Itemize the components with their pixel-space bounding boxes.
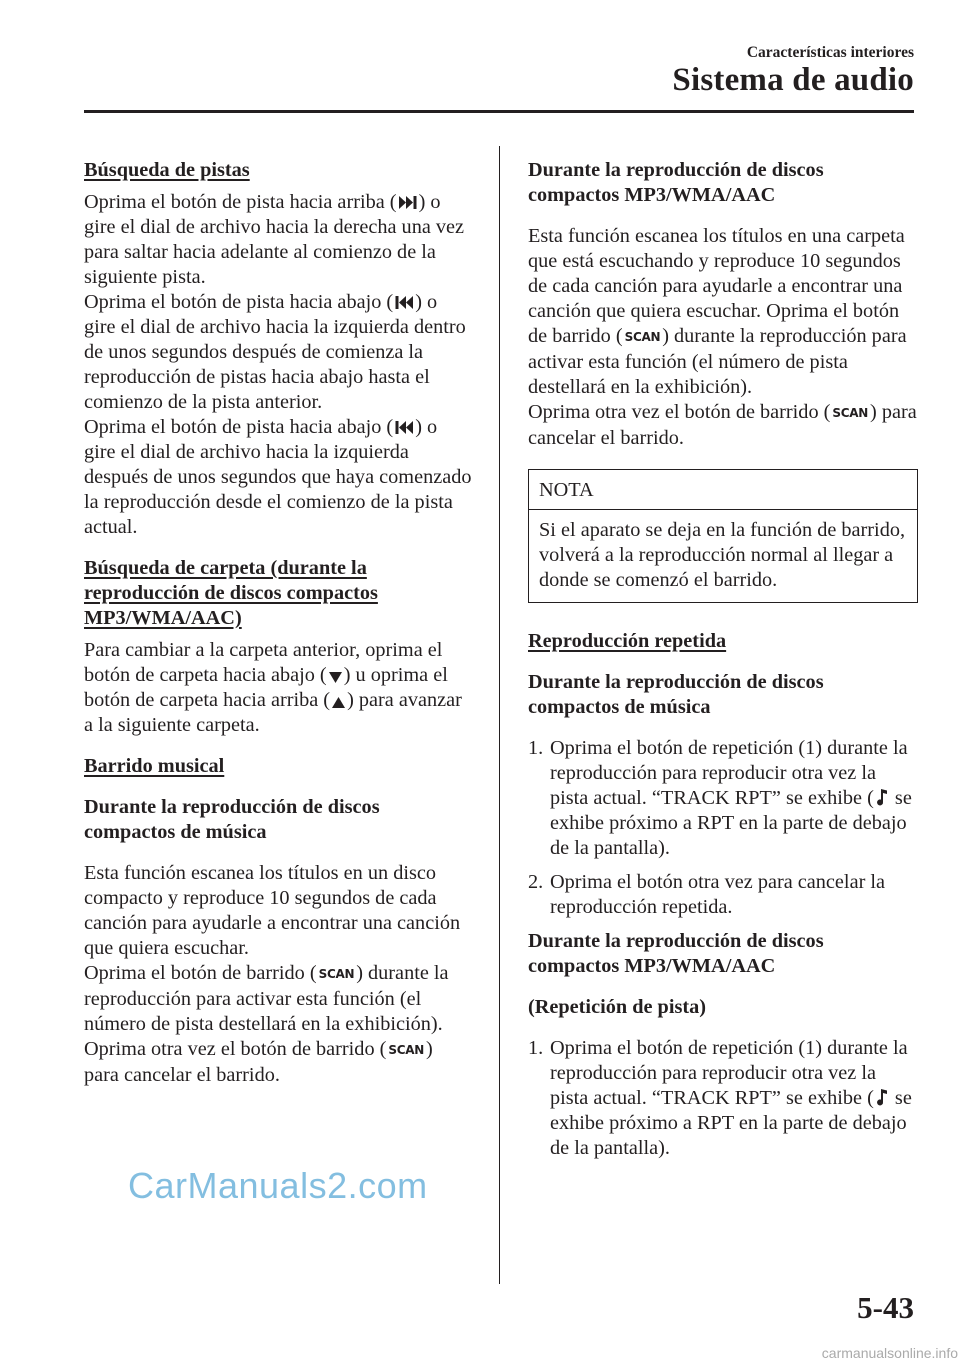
list-item — [528, 736, 918, 861]
scan-icon: SCAN — [318, 967, 355, 981]
text: Oprima el botón de barrido ( — [84, 962, 317, 984]
text: ) o gire el dial de archivo hacia la izquierda dentro de unos segundos después de comienza la reproducción de pistas hacia abajo hasta el comienzo de la pista anterior. — [84, 291, 466, 413]
paragraph-scan-mp3 — [528, 224, 918, 451]
text: Esta función escanea los títulos en un disco compacto y reproduce 10 segundos de cada canción para ayudarle a encontrar una canción que quiera escuchar. — [84, 862, 461, 959]
text: ) para cancelar el barrido. — [84, 1038, 433, 1086]
paragraph-track-up — [84, 190, 472, 540]
header-rule — [84, 110, 914, 113]
watermark-logo: CarManuals2.com — [128, 1165, 428, 1206]
track-up-icon — [399, 195, 417, 210]
header-section: Características interiores — [746, 44, 914, 61]
text: ) u oprima el botón de carpeta hacia arriba ( — [84, 664, 448, 711]
left-column — [84, 158, 472, 1095]
text: Oprima el botón de pista hacia arriba ( — [84, 191, 397, 213]
note-box — [528, 469, 918, 603]
column-divider — [499, 146, 500, 1284]
heading-barrido-musical: Barrido musical — [84, 755, 225, 777]
subheading-cd-mp3: Durante la reproducción de discos compactos MP3/WMA/AAC — [528, 159, 824, 206]
text: ) para cancelar el barrido. — [528, 401, 917, 449]
list-number: 2. — [528, 871, 544, 893]
list-item — [528, 1036, 918, 1161]
text: Oprima el botón de repetición (1) durante la reproducción para reproducir otra vez la pista actual. “TRACK RPT” se exhibe ( — [550, 737, 908, 809]
scan-icon: SCAN — [832, 406, 869, 420]
track-down-icon — [395, 420, 413, 435]
scan-icon: SCAN — [624, 330, 661, 344]
text: Oprima el botón otra vez para cancelar la reproducción repetida. — [550, 871, 886, 918]
text: ) o gire el dial de archivo hacia la izquierda después de unos segundos que haya comenzado la reproducción desde el comienzo de la pista actual. — [84, 416, 472, 538]
list-item — [528, 870, 918, 920]
heading-reproduccion-repetida: Reproducción repetida — [528, 630, 727, 652]
text: Oprima el botón de pista hacia abajo ( — [84, 416, 394, 438]
note-body: Si el aparato se deja en la función de barrido, volverá a la reproducción normal al llegar a donde se comenzó el barrido. — [539, 519, 906, 591]
heading-busqueda-pistas: Búsqueda de pistas — [84, 159, 250, 181]
text: Esta función escanea los títulos en una carpeta que está escuchando y reproduce 10 segundos de cada canción para ayudarle a encontrar una canción que quiera escuchar. Oprima el botón de barrido ( — [528, 225, 905, 347]
subheading-cd-musica: Durante la reproducción de discos compactos de música — [528, 671, 824, 718]
subheading-cd-musica: Durante la reproducción de discos compactos de música — [84, 796, 380, 843]
page-number: 5-43 — [857, 1290, 914, 1325]
list-number: 1. — [528, 737, 544, 759]
right-column — [528, 158, 918, 1170]
text: Oprima otra vez el botón de barrido ( — [528, 401, 831, 423]
track-down-icon — [395, 295, 413, 310]
note-title: NOTA — [529, 470, 917, 510]
text: Oprima el botón de repetición (1) durante la reproducción para reproducir otra vez la pista actual. “TRACK RPT” se exhibe ( — [550, 1037, 908, 1109]
scan-icon: SCAN — [388, 1043, 425, 1057]
text: ) para avanzar a la siguiente carpeta. — [84, 689, 462, 736]
text: Oprima el botón de pista hacia abajo ( — [84, 291, 394, 313]
music-note-icon — [876, 1088, 888, 1106]
repeat-steps-music — [528, 736, 918, 920]
heading-busqueda-carpeta: Búsqueda de carpeta (durante la reproducción de discos compactos MP3/WMA/AAC) — [84, 557, 378, 629]
text: ) durante la reproducción para activar esta función (el número de pista destellará en la exhibición). — [528, 325, 907, 398]
text: Para cambiar a la carpeta anterior, oprima el botón de carpeta hacia abajo ( — [84, 639, 443, 686]
paragraph-folder — [84, 638, 472, 738]
footer-url: carmanualsonline.info — [821, 1345, 958, 1361]
music-note-icon — [876, 788, 888, 806]
text: ) o gire el dial de archivo hacia la derecha una vez para saltar hacia adelante al comienzo de la siguiente pista. — [84, 191, 465, 288]
text: se exhibe próximo a RPT en la parte de debajo de la pantalla). — [550, 787, 912, 859]
text: ) durante la reproducción para activar esta función (el número de pista destellará en la exhibición). Oprima otra vez el botón de barrido ( — [84, 962, 449, 1060]
triangle-up-icon — [332, 696, 345, 708]
subheading-cd-mp3: Durante la reproducción de discos compactos MP3/WMA/AAC — [528, 930, 824, 977]
page-title: Sistema de audio — [672, 62, 914, 98]
text: se exhibe próximo a RPT en la parte de debajo de la pantalla). — [550, 1087, 912, 1159]
list-number: 1. — [528, 1037, 544, 1059]
subheading-repeticion-pista: (Repetición de pista) — [528, 996, 707, 1018]
repeat-steps-mp3 — [528, 1036, 918, 1161]
paragraph-scan — [84, 861, 472, 1088]
triangle-down-icon — [329, 671, 342, 683]
